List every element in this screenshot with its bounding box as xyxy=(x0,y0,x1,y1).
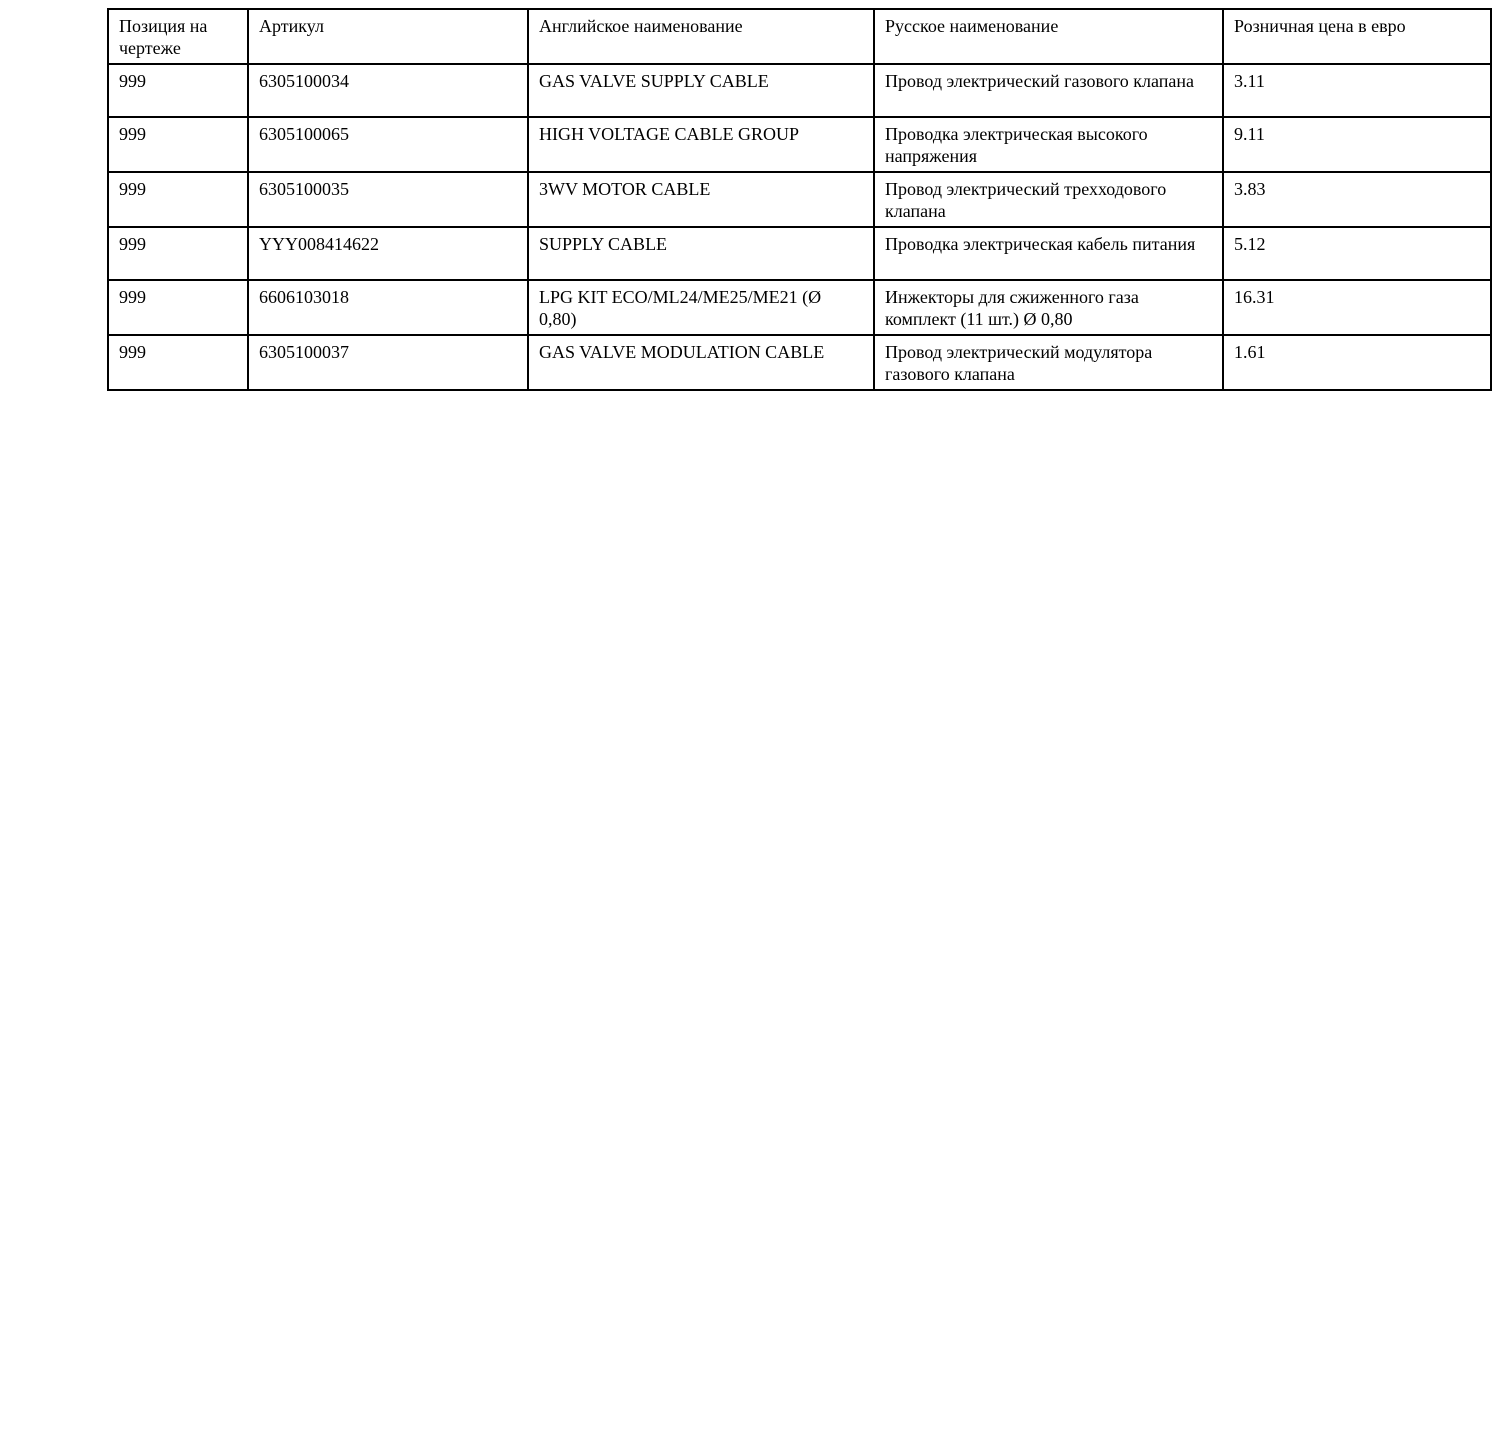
column-header-name-russian: Русское наименование xyxy=(874,9,1223,64)
cell-position: 999 xyxy=(108,117,248,172)
cell-name-english: GAS VALVE SUPPLY CABLE xyxy=(528,64,874,117)
table-row xyxy=(108,117,1491,172)
column-header-position: Позиция на чертеже xyxy=(108,9,248,64)
column-header-article: Артикул xyxy=(248,9,528,64)
cell-price-eur: 9.11 xyxy=(1223,117,1491,172)
cell-name-english: GAS VALVE MODULATION CABLE xyxy=(528,335,874,390)
cell-price-eur: 3.11 xyxy=(1223,64,1491,117)
cell-name-russian: Проводка электрическая высокого напряжения xyxy=(874,117,1223,172)
parts-price-table xyxy=(107,8,1492,391)
cell-article: 6305100065 xyxy=(248,117,528,172)
cell-name-english: HIGH VOLTAGE CABLE GROUP xyxy=(528,117,874,172)
cell-position: 999 xyxy=(108,280,248,335)
cell-name-russian: Провод электрический трехходового клапана xyxy=(874,172,1223,227)
cell-article: 6606103018 xyxy=(248,280,528,335)
cell-article: 6305100035 xyxy=(248,172,528,227)
cell-article: YYY008414622 xyxy=(248,227,528,280)
table-row xyxy=(108,64,1491,117)
table-row xyxy=(108,227,1491,280)
cell-name-russian: Провод электрический газового клапана xyxy=(874,64,1223,117)
cell-position: 999 xyxy=(108,227,248,280)
cell-price-eur: 5.12 xyxy=(1223,227,1491,280)
cell-article: 6305100037 xyxy=(248,335,528,390)
column-header-name-english: Английское наименование xyxy=(528,9,874,64)
table-row xyxy=(108,335,1491,390)
table-header-row xyxy=(108,9,1491,64)
table-row xyxy=(108,280,1491,335)
cell-position: 999 xyxy=(108,335,248,390)
cell-name-english: 3WV MOTOR CABLE xyxy=(528,172,874,227)
cell-article: 6305100034 xyxy=(248,64,528,117)
table-row xyxy=(108,172,1491,227)
cell-price-eur: 16.31 xyxy=(1223,280,1491,335)
cell-price-eur: 1.61 xyxy=(1223,335,1491,390)
cell-name-russian: Проводка электрическая кабель питания xyxy=(874,227,1223,280)
cell-name-english: LPG KIT ECO/ML24/ME25/ME21 (Ø 0,80) xyxy=(528,280,874,335)
cell-position: 999 xyxy=(108,172,248,227)
cell-name-english: SUPPLY CABLE xyxy=(528,227,874,280)
cell-name-russian: Провод электрический модулятора газового клапана xyxy=(874,335,1223,390)
column-header-price-eur: Розничная цена в евро xyxy=(1223,9,1491,64)
cell-position: 999 xyxy=(108,64,248,117)
cell-price-eur: 3.83 xyxy=(1223,172,1491,227)
cell-name-russian: Инжекторы для сжиженного газа комплект (11 шт.) Ø 0,80 xyxy=(874,280,1223,335)
